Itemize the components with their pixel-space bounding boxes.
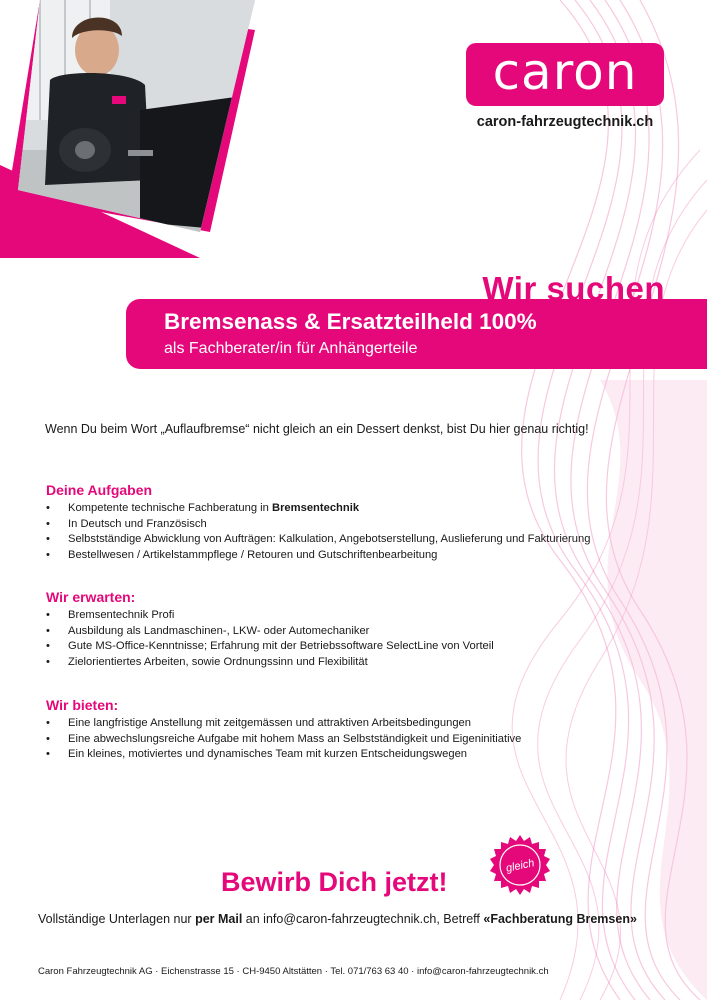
list-item: • In Deutsch und Französisch	[46, 517, 590, 533]
list-item: • Selbstständige Abwicklung von Aufträgen: Kalkulation, Angebotserstellung, Auslieferung und Fakturierung	[46, 532, 590, 548]
application-instructions: Vollständige Unterlagen nur per Mail an info@caron-fahrzeugtechnik.ch, Betreff «Fachberatung Bremsen»	[38, 912, 637, 926]
section-title: Wir bieten:	[46, 697, 119, 713]
website-url[interactable]: caron-fahrzeugtechnik.ch	[476, 114, 654, 130]
job-title: Bremsenass & Ersatzteilheld 100%	[164, 309, 537, 334]
list-item: • Ausbildung als Landmaschinen-, LKW- oder Automechaniker	[46, 624, 494, 640]
list-item: • Bremsentechnik Profi	[46, 608, 494, 624]
list-item: • Eine langfristige Anstellung mit zeitgemässen und attraktiven Arbeitsbedingungen	[46, 716, 521, 732]
logo-wordmark: caron	[492, 42, 638, 101]
employee-photo	[0, 0, 707, 260]
section-title: Wir erwarten:	[46, 589, 136, 605]
stamp-label: gleich	[504, 857, 536, 875]
list-item: • Zielorientiertes Arbeiten, sowie Ordnungssinn und Flexibilität	[46, 655, 494, 671]
task-list	[46, 501, 590, 563]
list-item: • Ein kleines, motiviertes und dynamisches Team mit kurzen Entscheidungswegen	[46, 747, 521, 763]
footer-contact: Caron Fahrzeugtechnik AG · Eichenstrasse 15 · CH-9450 Altstätten · Tel. 071/763 63 40 · info@caron-fahrzeugtechnik.ch	[38, 966, 549, 977]
gleich-stamp-icon	[489, 834, 551, 896]
job-subtitle: als Fachberater/in für Anhängerteile	[164, 340, 418, 357]
headline-kicker: Wir suchen	[482, 270, 665, 307]
list-item: • Gute MS-Office-Kenntnisse; Erfahrung mit der Betriebssoftware SelectLine von Vorteil	[46, 639, 494, 655]
requirement-list	[46, 608, 494, 670]
section-erwarten	[46, 589, 494, 670]
intro-text: Wenn Du beim Wort „Auflaufbremse“ nicht gleich an ein Dessert denkst, bist Du hier genau richtig!	[45, 422, 589, 436]
section-bieten	[46, 697, 521, 763]
list-item: • Eine abwechslungsreiche Aufgabe mit hohem Mass an Selbstständigkeit und Eigeninitiative	[46, 732, 521, 748]
section-aufgaben	[46, 482, 590, 563]
list-item: • Bestellwesen / Artikelstammpflege / Retouren und Gutschriftenbearbeitung	[46, 548, 590, 564]
caron-logo	[466, 43, 664, 106]
offer-list	[46, 716, 521, 763]
section-title: Deine Aufgaben	[46, 482, 153, 498]
list-item: • Kompetente technische Fachberatung in Bremsentechnik	[46, 501, 590, 517]
call-to-action: Bewirb Dich jetzt!	[221, 867, 448, 897]
